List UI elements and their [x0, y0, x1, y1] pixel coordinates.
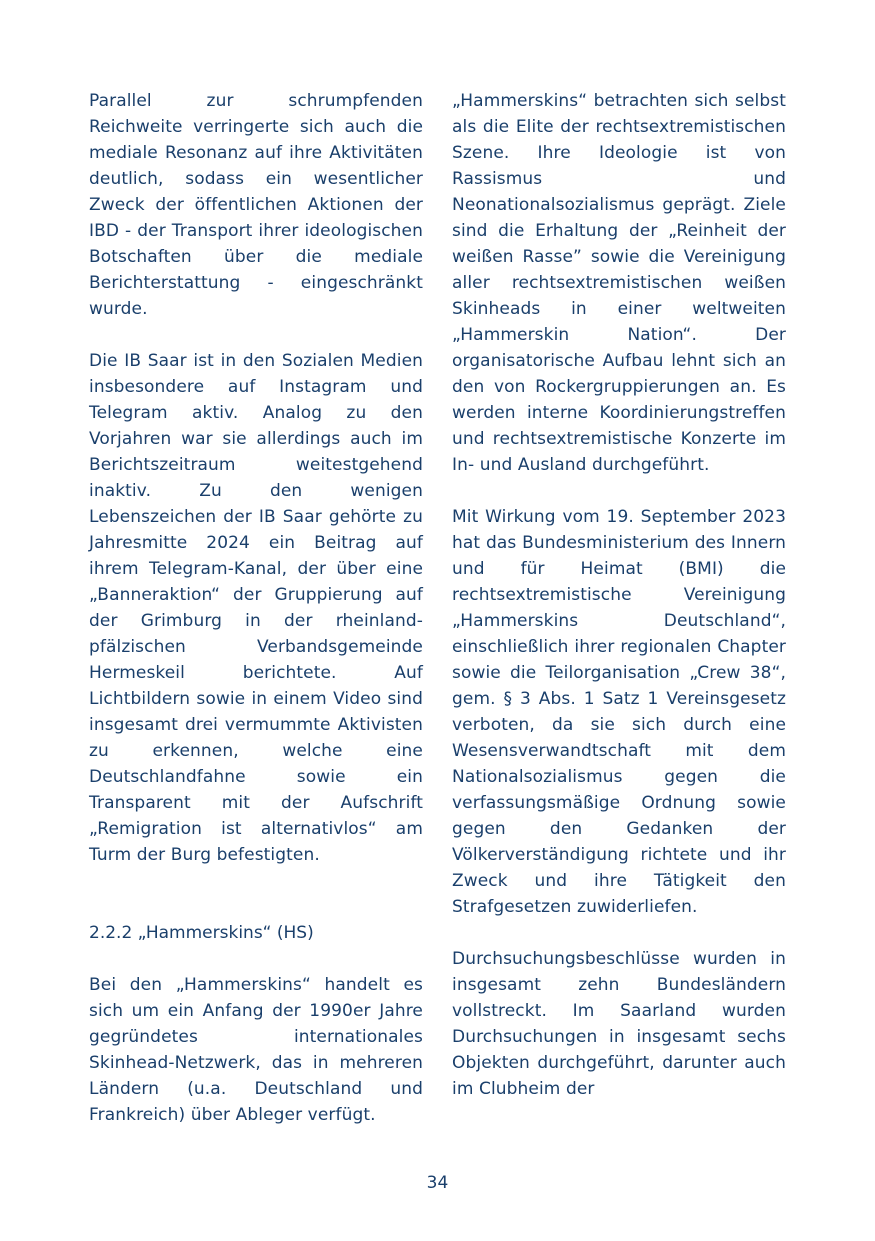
right-column — [452, 88, 786, 1102]
paragraph-bmi-ban: Mit Wirkung vom 19. September 2023 hat das Bundesministerium des Innern und für Heimat (BMI) die rechtsextremistische Vereinigung „Hammerskins Deutschland“, einschließlich ihrer regionalen Chapter sowie die Teilorganisation „Crew 38“, gem. § 3 Abs. 1 Satz 1 Vereinsgesetz verboten, da sie sich durch eine Wesensverwandtschaft mit dem Nationalsozialismus gegen die verfassungsmäßige Ordnung sowie gegen den Gedanken der Völkerverständigung richtete und ihr Zweck und ihre Tätigkeit den Strafgesetzen zuwiderliefen. — [452, 507, 786, 917]
paragraph-ib-saar: Die IB Saar ist in den Sozialen Medien insbesondere auf Instagram und Telegram aktiv. Analog zu den Vorjahren war sie allerdings auch im Berichtszeitraum weitestgehend inaktiv. Zu den wenigen Lebenszeichen der IB Saar gehörte zu Jahresmitte 2024 ein Beitrag auf ihrem Telegram-Kanal, der über eine „Banneraktion“ der Gruppierung auf der Grimburg in der rheinland-pfälzischen Verbandsgemeinde Hermeskeil berichtete. Auf Lichtbildern sowie in einem Video sind insgesamt drei vermummte Aktivisten zu erkennen, welche eine Deutschlandfahne sowie ein Transparent mit der Aufschrift „Remigration ist alternativlos“ am Turm der Burg befestigten. — [89, 351, 423, 865]
paragraph-reach-decline: Parallel zur schrumpfenden Reichweite verringerte sich auch die mediale Resonanz auf ihre Aktivitäten deutlich, sodass ein wesentlicher Zweck der öffentlichen Aktionen der IBD - der Transport ihrer ideologischen Botschaften über die mediale Berichterstattung - eingeschränkt wurde. — [89, 91, 423, 319]
paragraph-hammerskins-ideology: „Hammerskins“ betrachten sich selbst als die Elite der rechtsextremistischen Szene. Ihre Ideologie ist von Rassismus und Neonationalsozialismus geprägt. Ziele sind die Erhaltung der „Reinheit der weißen Rasse” sowie die Vereinigung aller rechtsextremistischen weißen Skinheads in einer weltweiten „Hammerskin Nation“. Der organisatorische Aufbau lehnt sich an den von Rockergruppierungen an. Es werden interne Koordinierungstreffen und rechtsextremistische Konzerte im In- und Ausland durchgeführt. — [452, 91, 786, 475]
paragraph-searches: Durchsuchungsbeschlüsse wurden in insgesamt zehn Bundesländern vollstreckt. Im Saarland wurden Durchsuchungen in insgesamt sechs Objekten durchgeführt, darunter auch im Clubheim der — [452, 949, 786, 1099]
section-heading-hammerskins: 2.2.2 „Hammerskins“ (HS) — [89, 923, 314, 943]
paragraph-hammerskins-intro: Bei den „Hammerskins“ handelt es sich um ein Anfang der 1990er Jahre gegründetes internationales Skinhead-Netzwerk, das in mehreren Ländern (u.a. Deutschland und Frankreich) über Ableger verfügt. — [89, 975, 423, 1125]
page-number: 34 — [426, 1173, 449, 1193]
left-column — [89, 88, 423, 1128]
